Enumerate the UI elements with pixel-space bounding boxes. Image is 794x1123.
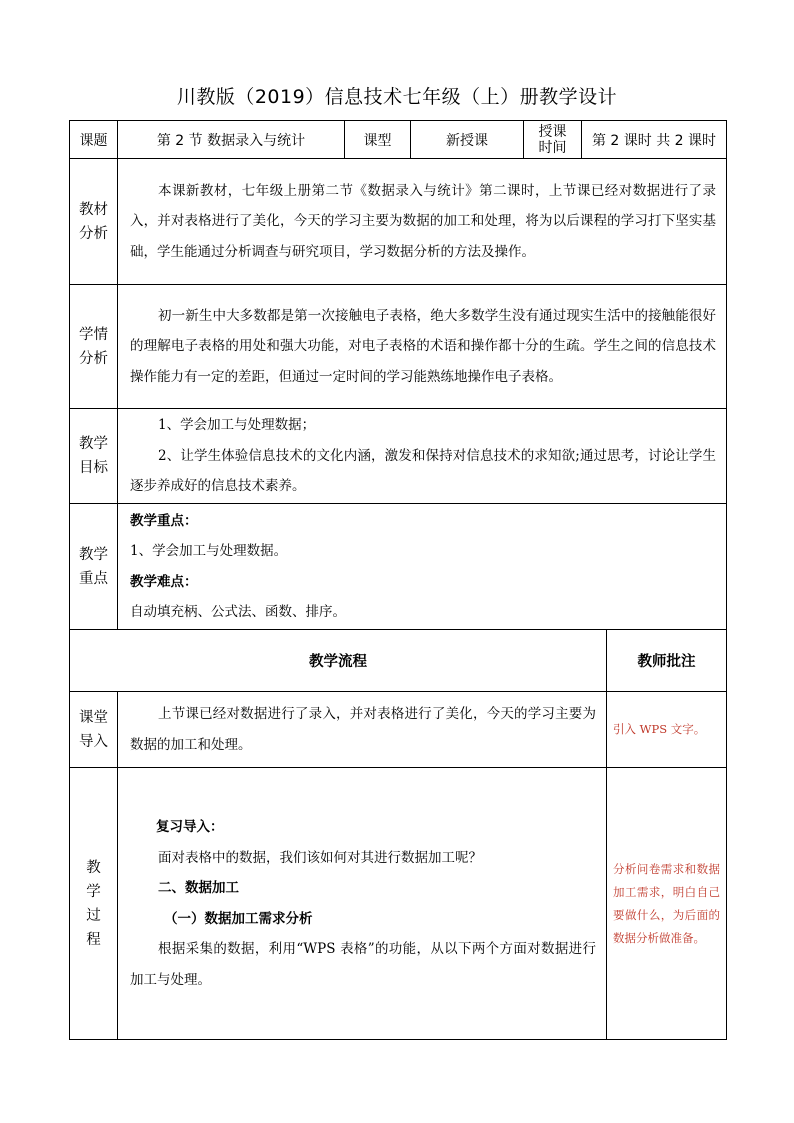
- focus-text: 1、学会加工与处理数据。: [130, 543, 288, 559]
- process-body: 根据采集的数据，利用“WPS 表格”的功能，从以下两个方面对数据进行加工与处理。: [130, 941, 596, 988]
- flow-header-row: [70, 630, 727, 692]
- material-row: [70, 159, 727, 285]
- review-title: 复习导入：: [156, 819, 224, 835]
- process-note: 分析问卷需求和数据加工需求，明白自己要做什么，为后面的数据分析做准备。: [607, 768, 727, 1040]
- time-label: 授课时间: [524, 121, 582, 159]
- difficulty-title: 教学难点：: [130, 573, 198, 590]
- section-title: 二、数据加工: [158, 880, 239, 896]
- topic-value: 第 2 节 数据录入与统计: [118, 121, 345, 159]
- lesson-plan-table: [69, 120, 727, 1040]
- process-content: [118, 768, 607, 1040]
- time-value: 第 2 课时 共 2 课时: [582, 121, 727, 159]
- topic-label: 课题: [70, 121, 118, 159]
- type-value: 新授课: [411, 121, 524, 159]
- goal-item: 2、让学生体验信息技术的文化内涵，激发和保持对信息技术的求知欲;通过思考，讨论让学生逐步养成好的信息技术素养。: [130, 447, 717, 495]
- goal-item: 1、学会加工与处理数据；: [158, 417, 316, 434]
- material-label: 教材分析: [70, 159, 118, 285]
- sub-title: （一）数据加工需求分析: [164, 910, 313, 927]
- goals-label: 教学目标: [70, 409, 118, 504]
- keypoints-text: [118, 504, 727, 630]
- focus-title: 教学重点：: [130, 512, 198, 529]
- students-row: [70, 285, 727, 409]
- material-text: 本课新教材，七年级上册第二节《数据录入与统计》第二课时，上节课已经对数据进行了录入，并对表格进行了美化，今天的学习主要为数据的加工和处理，将为以后课程的学习打下坚实基础，学生能通过分析调查与研究项目，学习数据分析的方法及操作。: [118, 159, 727, 285]
- process-label: 教学过程: [70, 768, 118, 1040]
- page-title: 川教版（2019）信息技术七年级（上）册教学设计: [176, 86, 618, 108]
- students-text: 初一新生中大多数都是第一次接触电子表格，绝大多数学生没有通过现实生活中的接触能很好的理解电子表格的用处和强大功能，对电子表格的术语和操作都十分的生疏。学生之间的信息技术操作能力有一定的差距，但通过一定时间的学习能熟练地操作电子表格。: [118, 285, 727, 409]
- type-label: 课型: [345, 121, 411, 159]
- keypoints-row: [70, 504, 727, 630]
- flow-header: 教学流程: [70, 630, 607, 692]
- review-text: 面对表格中的数据，我们该如何对其进行数据加工呢？: [158, 849, 482, 866]
- notes-header: 教师批注: [607, 630, 727, 692]
- intro-note: 引入 WPS 文字。: [607, 692, 727, 768]
- intro-label: 课堂导入: [70, 692, 118, 768]
- intro-row: [70, 692, 727, 768]
- students-label: 学情分析: [70, 285, 118, 409]
- difficulty-text: 自动填充柄、公式法、函数、排序。: [130, 604, 346, 620]
- goals-text: [118, 409, 727, 504]
- process-row: [70, 768, 727, 1040]
- goals-row: [70, 409, 727, 504]
- intro-text: 上节课已经对数据进行了录入，并对表格进行了美化，今天的学习主要为数据的加工和处理。: [118, 692, 607, 768]
- header-row: [70, 121, 727, 159]
- keypoints-label: 教学重点: [70, 504, 118, 630]
